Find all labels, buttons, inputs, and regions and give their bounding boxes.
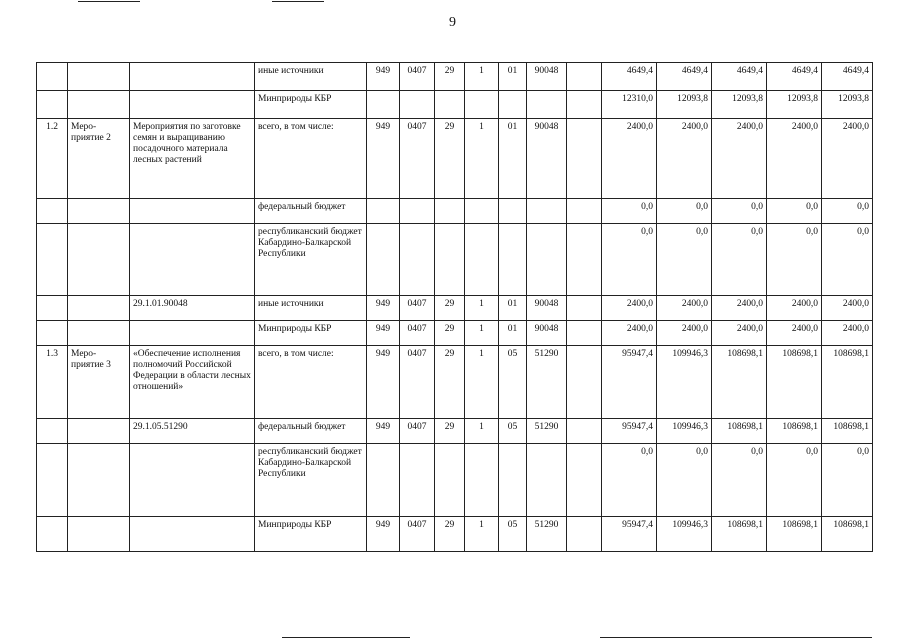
table-row [37,321,873,346]
cell-y3: 108698,1 [712,419,767,444]
cell-y1: 95947,4 [602,346,657,419]
cell-grbs [367,444,400,517]
cell-sub [465,224,499,296]
cell-prog: 29 [435,321,465,346]
cell-dir [527,444,567,517]
cell-rz-pr [400,91,435,119]
cell-grbs: 949 [367,321,400,346]
cell-main-event [499,444,527,517]
cell-source: Минприроды КБР [255,517,367,552]
cell-grbs: 949 [367,517,400,552]
cell-main-event [499,199,527,224]
cell-num [37,321,68,346]
cell-y5: 2400,0 [822,321,873,346]
cell-dir: 90048 [527,321,567,346]
cell-y2: 109946,3 [657,346,712,419]
table-row [37,224,873,296]
cell-sub: 1 [465,321,499,346]
cell-source: иные источники [255,296,367,321]
table-row [37,517,873,552]
cell-blank [567,119,602,199]
cell-y2: 2400,0 [657,296,712,321]
cell-blank [567,224,602,296]
cell-blank [567,63,602,91]
cell-source: всего, в том числе: [255,119,367,199]
cell-y4: 12093,8 [767,91,822,119]
bottom-right-rule [600,637,872,638]
cell-y5: 2400,0 [822,119,873,199]
cell-grbs: 949 [367,63,400,91]
cell-event: Меро-приятие 3 [68,346,130,419]
cell-description [130,321,255,346]
cell-blank [567,91,602,119]
cell-dir: 51290 [527,346,567,419]
cell-main-event: 01 [499,63,527,91]
cell-blank [567,296,602,321]
cell-prog [435,444,465,517]
cell-prog [435,224,465,296]
cell-event [68,91,130,119]
cell-y4: 108698,1 [767,419,822,444]
cell-y3: 0,0 [712,199,767,224]
cell-blank [567,199,602,224]
cell-event [68,444,130,517]
cell-grbs [367,199,400,224]
cell-y5: 0,0 [822,199,873,224]
cell-y2: 109946,3 [657,419,712,444]
cell-y2: 109946,3 [657,517,712,552]
cell-source: федеральный бюджет [255,419,367,444]
cell-source: федеральный бюджет [255,199,367,224]
cell-grbs [367,91,400,119]
cell-prog: 29 [435,119,465,199]
cell-y1: 2400,0 [602,296,657,321]
cell-grbs: 949 [367,346,400,419]
cell-num [37,296,68,321]
cell-dir: 51290 [527,419,567,444]
cell-rz-pr [400,444,435,517]
cell-blank [567,321,602,346]
cell-dir: 90048 [527,119,567,199]
cell-source: Минприроды КБР [255,91,367,119]
top-mid-rule [272,1,324,2]
cell-y3: 108698,1 [712,346,767,419]
cell-description: Мероприятия по заготовке семян и выращиванию посадочного материала лесных растений [130,119,255,199]
table-row [37,444,873,517]
cell-prog: 29 [435,346,465,419]
cell-num [37,63,68,91]
cell-source: республиканский бюджет Кабардино-Балкарской Республики [255,224,367,296]
cell-prog: 29 [435,296,465,321]
cell-event [68,517,130,552]
cell-grbs [367,224,400,296]
cell-main-event: 01 [499,119,527,199]
cell-y4: 0,0 [767,199,822,224]
cell-sub: 1 [465,517,499,552]
cell-rz-pr [400,199,435,224]
cell-main-event: 05 [499,517,527,552]
cell-y5: 108698,1 [822,419,873,444]
cell-y5: 12093,8 [822,91,873,119]
cell-description [130,91,255,119]
cell-event [68,224,130,296]
bottom-left-rule [282,637,410,638]
cell-y2: 12093,8 [657,91,712,119]
table-row [37,296,873,321]
table-row [37,199,873,224]
cell-y1: 2400,0 [602,321,657,346]
cell-event [68,296,130,321]
cell-dir [527,91,567,119]
cell-main-event [499,91,527,119]
cell-prog [435,199,465,224]
cell-num [37,444,68,517]
cell-rz-pr: 0407 [400,119,435,199]
cell-y3: 2400,0 [712,119,767,199]
cell-y1: 12310,0 [602,91,657,119]
cell-num [37,224,68,296]
cell-prog [435,91,465,119]
cell-num [37,419,68,444]
cell-dir: 90048 [527,296,567,321]
cell-dir: 90048 [527,63,567,91]
table-row [37,346,873,419]
cell-description: 29.1.01.90048 [130,296,255,321]
cell-blank [567,419,602,444]
cell-rz-pr: 0407 [400,321,435,346]
cell-y4: 0,0 [767,444,822,517]
cell-grbs: 949 [367,119,400,199]
cell-num [37,517,68,552]
cell-prog: 29 [435,517,465,552]
cell-description [130,517,255,552]
cell-y2: 4649,4 [657,63,712,91]
cell-y3: 2400,0 [712,321,767,346]
cell-y3: 2400,0 [712,296,767,321]
cell-y1: 2400,0 [602,119,657,199]
cell-grbs: 949 [367,296,400,321]
table-row [37,63,873,91]
cell-main-event: 01 [499,296,527,321]
cell-dir [527,199,567,224]
cell-num [37,91,68,119]
top-left-rule [78,1,140,2]
cell-y2: 2400,0 [657,321,712,346]
cell-y4: 0,0 [767,224,822,296]
cell-event [68,321,130,346]
cell-y1: 0,0 [602,199,657,224]
cell-main-event: 05 [499,419,527,444]
cell-y2: 0,0 [657,199,712,224]
cell-source: Минприроды КБР [255,321,367,346]
cell-sub: 1 [465,63,499,91]
cell-rz-pr: 0407 [400,346,435,419]
cell-y3: 4649,4 [712,63,767,91]
cell-num: 1.2 [37,119,68,199]
cell-prog: 29 [435,63,465,91]
cell-sub: 1 [465,419,499,444]
cell-main-event: 05 [499,346,527,419]
cell-y3: 12093,8 [712,91,767,119]
cell-event: Меро-приятие 2 [68,119,130,199]
cell-y4: 108698,1 [767,517,822,552]
cell-y3: 0,0 [712,224,767,296]
table-row [37,91,873,119]
cell-dir: 51290 [527,517,567,552]
cell-sub: 1 [465,296,499,321]
budget-table [36,62,873,552]
cell-event [68,63,130,91]
cell-y4: 2400,0 [767,119,822,199]
cell-sub [465,91,499,119]
cell-y1: 95947,4 [602,419,657,444]
cell-blank [567,346,602,419]
cell-y4: 4649,4 [767,63,822,91]
cell-blank [567,444,602,517]
cell-y2: 0,0 [657,224,712,296]
cell-dir [527,224,567,296]
cell-rz-pr [400,224,435,296]
cell-description [130,199,255,224]
cell-source: республиканский бюджет Кабардино-Балкарской Республики [255,444,367,517]
cell-source: всего, в том числе: [255,346,367,419]
cell-y5: 2400,0 [822,296,873,321]
cell-event [68,419,130,444]
cell-y4: 2400,0 [767,321,822,346]
cell-description: 29.1.05.51290 [130,419,255,444]
cell-main-event [499,224,527,296]
cell-y4: 108698,1 [767,346,822,419]
cell-rz-pr: 0407 [400,419,435,444]
cell-y1: 95947,4 [602,517,657,552]
table-row [37,119,873,199]
cell-sub [465,199,499,224]
cell-main-event: 01 [499,321,527,346]
cell-y2: 2400,0 [657,119,712,199]
cell-event [68,199,130,224]
cell-sub [465,444,499,517]
cell-prog: 29 [435,419,465,444]
cell-y5: 0,0 [822,444,873,517]
cell-rz-pr: 0407 [400,63,435,91]
cell-num: 1.3 [37,346,68,419]
cell-y5: 108698,1 [822,346,873,419]
cell-y4: 2400,0 [767,296,822,321]
cell-num [37,199,68,224]
cell-blank [567,517,602,552]
cell-description [130,444,255,517]
cell-description [130,224,255,296]
cell-description [130,63,255,91]
cell-grbs: 949 [367,419,400,444]
cell-y5: 108698,1 [822,517,873,552]
table-row [37,419,873,444]
cell-y1: 4649,4 [602,63,657,91]
cell-sub: 1 [465,346,499,419]
cell-y5: 4649,4 [822,63,873,91]
page-number: 9 [449,15,456,30]
cell-sub: 1 [465,119,499,199]
cell-rz-pr: 0407 [400,296,435,321]
cell-y1: 0,0 [602,444,657,517]
cell-rz-pr: 0407 [400,517,435,552]
cell-y3: 0,0 [712,444,767,517]
cell-y1: 0,0 [602,224,657,296]
cell-source: иные источники [255,63,367,91]
cell-y2: 0,0 [657,444,712,517]
cell-description: «Обеспечение исполнения полномочий Российской Федерации в области лесных отношений» [130,346,255,419]
cell-y3: 108698,1 [712,517,767,552]
cell-y5: 0,0 [822,224,873,296]
